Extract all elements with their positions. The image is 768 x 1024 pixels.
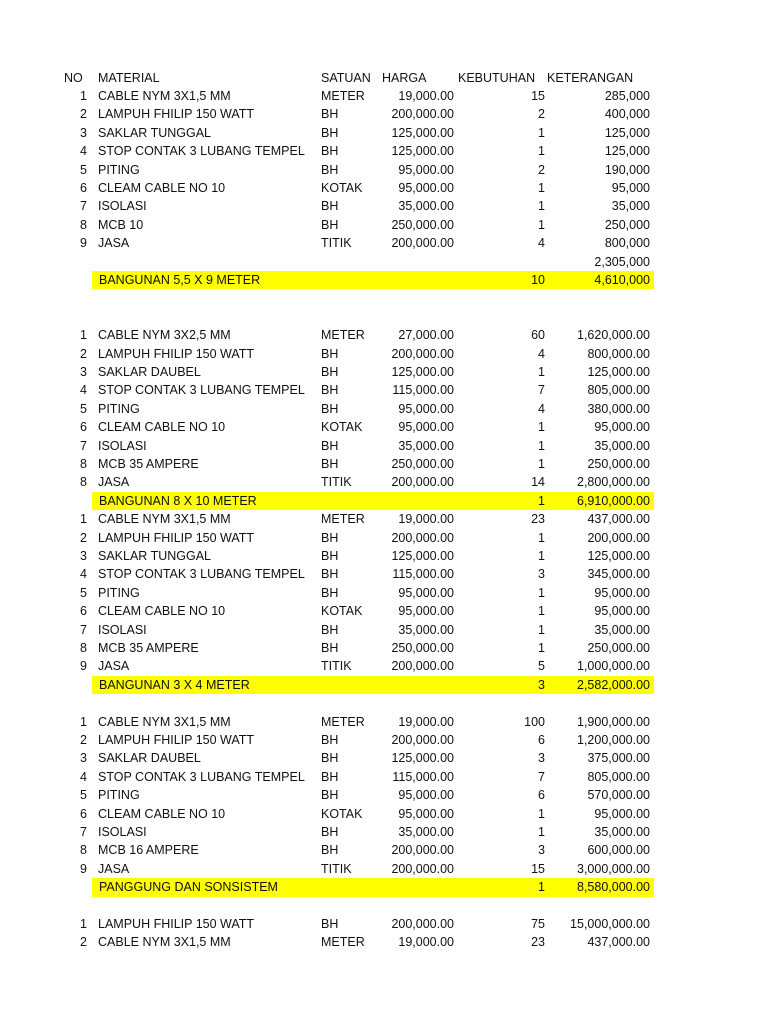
cell-harga: 95,000.00 <box>398 585 454 600</box>
cell-material: CABLE NYM 3X1,5 MM <box>98 935 231 950</box>
table-row <box>0 179 768 197</box>
subtotal-row <box>0 271 768 289</box>
cell-satuan: BH <box>321 641 339 655</box>
cell-kebutuhan: 3 <box>538 751 545 766</box>
cell-harga: 95,000.00 <box>398 420 454 435</box>
cell-keterangan: 35,000.00 <box>594 622 650 637</box>
cell-kebutuhan: 23 <box>531 935 545 950</box>
cell-harga: 95,000.00 <box>398 181 454 195</box>
table-row <box>0 326 768 344</box>
cell-no: 4 <box>80 383 87 398</box>
cell-harga: 35,000.00 <box>398 825 454 839</box>
cell-harga: 35,000.00 <box>398 199 454 214</box>
cell-harga: 200,000.00 <box>391 861 454 876</box>
cell-no: 7 <box>80 622 87 637</box>
cell-harga: 250,000.00 <box>391 641 454 655</box>
cell-no: 5 <box>80 585 87 600</box>
cell-keterangan: 380,000.00 <box>587 401 650 416</box>
cell-no: 2 <box>80 733 87 747</box>
cell-harga: 95,000.00 <box>398 162 454 177</box>
cell-keterangan: 2,800,000.00 <box>577 475 650 490</box>
cell-material: CLEAM CABLE NO 10 <box>98 806 226 821</box>
cell-no: 4 <box>80 144 87 159</box>
table-row <box>0 749 768 767</box>
cell-material: SAKLAR TUNGGAL <box>98 125 212 140</box>
cell-satuan: BH <box>321 751 339 766</box>
cell-harga: 95,000.00 <box>398 604 454 619</box>
cell-keterangan: 600,000.00 <box>587 843 650 858</box>
cell-material: CLEAM CABLE NO 10 <box>98 604 226 619</box>
cell-keterangan: 800,000.00 <box>587 346 650 361</box>
cell-no: 3 <box>80 751 87 766</box>
cell-harga: 125,000.00 <box>391 751 454 766</box>
cell-satuan: BH <box>321 125 339 140</box>
cell-keterangan: 1,200,000.00 <box>577 733 650 747</box>
cell-kebutuhan: 2 <box>538 107 545 122</box>
cell-kebutuhan: 1 <box>538 457 545 471</box>
cell-no: 8 <box>80 843 87 858</box>
cell-keterangan: 2,305,000 <box>594 254 650 269</box>
cell-no: 8 <box>80 641 87 655</box>
cell-material: STOP CONTAK 3 LUBANG TEMPEL <box>98 769 305 784</box>
cell-satuan: BH <box>321 107 339 122</box>
cell-satuan: BH <box>321 788 339 803</box>
cell-keterangan: 95,000.00 <box>594 420 650 435</box>
table-row <box>0 234 768 252</box>
cell-no: 9 <box>80 861 87 876</box>
cell-no: 7 <box>80 199 87 214</box>
cell-no: 5 <box>80 401 87 416</box>
cell-kebutuhan: 6 <box>538 788 545 803</box>
cell-keterangan: 345,000.00 <box>587 567 650 582</box>
cell-keterangan: 285,000 <box>604 89 650 103</box>
cell-harga: 250,000.00 <box>391 217 454 232</box>
cell-harga: 250,000.00 <box>391 457 454 471</box>
cell-kebutuhan: 14 <box>531 475 545 490</box>
cell-kebutuhan: 1 <box>538 420 545 435</box>
cell-harga: 200,000.00 <box>391 659 454 674</box>
cell-satuan: BH <box>321 383 339 398</box>
header-kebutuhan: KEBUTUHAN <box>458 70 536 85</box>
cell-no: 7 <box>80 438 87 453</box>
cell-no: 8 <box>80 217 87 232</box>
cell-kebutuhan: 1 <box>538 181 545 195</box>
cell-satuan: BH <box>321 585 339 600</box>
cell-no: 2 <box>80 346 87 361</box>
cell-material: PITING <box>98 585 140 600</box>
subtotal-keterangan: 8,580,000.00 <box>577 880 650 895</box>
cell-harga: 19,000.00 <box>398 89 454 103</box>
cell-material: CABLE NYM 3X1,5 MM <box>98 512 231 527</box>
cell-no: 1 <box>80 714 87 729</box>
cell-satuan: BH <box>321 549 339 563</box>
table-row <box>0 860 768 878</box>
cell-no: 1 <box>80 328 87 343</box>
cell-satuan: BH <box>321 438 339 453</box>
cell-keterangan: 35,000.00 <box>594 438 650 453</box>
cell-kebutuhan: 1 <box>538 217 545 232</box>
cell-no: 1 <box>80 916 87 931</box>
cell-satuan: TITIK <box>321 236 352 251</box>
cell-kebutuhan: 1 <box>538 825 545 839</box>
table-row <box>0 786 768 804</box>
subtotal-kebutuhan: 1 <box>538 880 545 895</box>
cell-no: 4 <box>80 567 87 582</box>
cell-material: MCB 35 AMPERE <box>98 457 199 471</box>
cell-satuan: TITIK <box>321 475 352 490</box>
cell-no: 3 <box>80 125 87 140</box>
subtotal-keterangan: 6,910,000.00 <box>577 493 650 508</box>
cell-kebutuhan: 2 <box>538 162 545 177</box>
cell-keterangan: 1,620,000.00 <box>577 328 650 343</box>
cell-kebutuhan: 1 <box>538 585 545 600</box>
cell-harga: 19,000.00 <box>398 512 454 527</box>
cell-satuan: METER <box>321 935 365 950</box>
cell-keterangan: 400,000 <box>604 107 650 122</box>
cell-satuan: BH <box>321 457 339 471</box>
cell-no: 8 <box>80 475 87 490</box>
cell-kebutuhan: 7 <box>538 383 545 398</box>
cell-material: CLEAM CABLE NO 10 <box>98 181 226 195</box>
cell-material: SAKLAR DAUBEL <box>98 751 201 766</box>
cell-material: STOP CONTAK 3 LUBANG TEMPEL <box>98 567 305 582</box>
header-harga: HARGA <box>382 70 427 85</box>
cell-keterangan: 95,000.00 <box>594 585 650 600</box>
subtotal-kebutuhan: 10 <box>531 273 545 287</box>
cell-material: LAMPUH FHILIP 150 WATT <box>98 530 255 545</box>
cell-harga: 200,000.00 <box>391 346 454 361</box>
cell-no: 6 <box>80 604 87 619</box>
cell-satuan: BH <box>321 365 339 379</box>
subtotal-label: BANGUNAN 5,5 X 9 METER <box>99 273 261 287</box>
cell-satuan: BH <box>321 567 339 582</box>
table-row <box>0 105 768 123</box>
cell-no: 3 <box>80 365 87 379</box>
table-row <box>0 253 768 271</box>
table-row <box>0 418 768 436</box>
cell-satuan: BH <box>321 346 339 361</box>
cell-harga: 125,000.00 <box>391 125 454 140</box>
cell-no: 4 <box>80 769 87 784</box>
cell-no: 8 <box>80 457 87 471</box>
cell-no: 2 <box>80 107 87 122</box>
cell-material: JASA <box>98 659 130 674</box>
cell-satuan: KOTAK <box>321 604 363 619</box>
cell-harga: 115,000.00 <box>392 567 454 582</box>
cell-keterangan: 570,000.00 <box>587 788 650 803</box>
cell-no: 5 <box>80 788 87 803</box>
cell-kebutuhan: 5 <box>538 659 545 674</box>
subtotal-label: BANGUNAN 3 X 4 METER <box>99 677 250 692</box>
table-row <box>0 657 768 675</box>
cell-harga: 125,000.00 <box>391 549 454 563</box>
cell-kebutuhan: 1 <box>538 144 545 159</box>
cell-material: SAKLAR DAUBEL <box>98 365 201 379</box>
table-row <box>0 473 768 491</box>
cell-satuan: KOTAK <box>321 806 363 821</box>
cell-kebutuhan: 3 <box>538 843 545 858</box>
table-row <box>0 197 768 215</box>
table-row <box>0 161 768 179</box>
cell-keterangan: 125,000 <box>604 144 650 159</box>
cell-harga: 200,000.00 <box>391 107 454 122</box>
subtotal-keterangan: 2,582,000.00 <box>577 677 650 692</box>
cell-material: ISOLASI <box>98 199 147 214</box>
cell-satuan: BH <box>321 733 339 747</box>
subtotal-kebutuhan: 1 <box>538 493 545 508</box>
table-row <box>0 768 768 786</box>
cell-keterangan: 805,000.00 <box>587 769 650 784</box>
cell-harga: 27,000.00 <box>398 328 454 343</box>
subtotal-row <box>0 878 768 896</box>
cell-keterangan: 3,000,000.00 <box>577 861 650 876</box>
cell-harga: 200,000.00 <box>391 475 454 490</box>
cell-no: 9 <box>80 659 87 674</box>
cell-harga: 125,000.00 <box>391 365 454 379</box>
table-row <box>0 584 768 602</box>
table-row <box>0 805 768 823</box>
cell-satuan: KOTAK <box>321 420 363 435</box>
cell-no: 6 <box>80 181 87 195</box>
cell-kebutuhan: 4 <box>538 236 545 251</box>
cell-no: 1 <box>80 89 87 103</box>
cell-harga: 115,000.00 <box>392 769 454 784</box>
cell-satuan: KOTAK <box>321 181 363 195</box>
header-keterangan: KETERANGAN <box>547 70 634 85</box>
cell-material: ISOLASI <box>98 825 147 839</box>
cell-keterangan: 95,000.00 <box>594 604 650 619</box>
table-row <box>0 731 768 749</box>
table-row <box>0 915 768 933</box>
cell-kebutuhan: 7 <box>538 769 545 784</box>
cell-satuan: BH <box>321 144 339 159</box>
cell-material: MCB 16 AMPERE <box>98 843 199 858</box>
cell-keterangan: 1,000,000.00 <box>577 659 650 674</box>
table-row <box>0 621 768 639</box>
table-row <box>0 381 768 399</box>
table-row <box>0 455 768 473</box>
cell-no: 5 <box>80 162 87 177</box>
subtotal-row <box>0 492 768 510</box>
cell-satuan: BH <box>321 199 339 214</box>
cell-kebutuhan: 1 <box>538 604 545 619</box>
cell-material: LAMPUH FHILIP 150 WATT <box>98 916 255 931</box>
header-no: NO <box>64 70 83 85</box>
cell-keterangan: 125,000.00 <box>587 365 650 379</box>
table-row <box>0 933 768 951</box>
cell-no: 2 <box>80 530 87 545</box>
cell-material: PITING <box>98 401 140 416</box>
table-row <box>0 87 768 105</box>
subtotal-keterangan: 4,610,000 <box>594 273 650 287</box>
cell-material: PITING <box>98 162 140 177</box>
cell-keterangan: 375,000.00 <box>587 751 650 766</box>
cell-keterangan: 437,000.00 <box>587 935 650 950</box>
header-satuan: SATUAN <box>321 70 371 85</box>
cell-harga: 200,000.00 <box>391 530 454 545</box>
cell-no: 6 <box>80 806 87 821</box>
cell-satuan: TITIK <box>321 659 352 674</box>
cell-kebutuhan: 3 <box>538 567 545 582</box>
cell-satuan: BH <box>321 769 339 784</box>
cell-satuan: BH <box>321 401 339 416</box>
table-row <box>0 363 768 381</box>
cell-material: CLEAM CABLE NO 10 <box>98 420 226 435</box>
cell-material: PITING <box>98 788 140 803</box>
cell-keterangan: 250,000 <box>604 217 650 232</box>
cell-satuan: TITIK <box>321 861 352 876</box>
table-row <box>0 713 768 731</box>
table-row <box>0 565 768 583</box>
cell-satuan: BH <box>321 622 339 637</box>
cell-kebutuhan: 6 <box>538 733 545 747</box>
cell-keterangan: 437,000.00 <box>587 512 650 527</box>
cell-keterangan: 1,900,000.00 <box>577 714 650 729</box>
cell-kebutuhan: 1 <box>538 199 545 214</box>
table-row <box>0 400 768 418</box>
cell-material: STOP CONTAK 3 LUBANG TEMPEL <box>98 383 305 398</box>
cell-kebutuhan: 1 <box>538 641 545 655</box>
cell-harga: 19,000.00 <box>398 935 454 950</box>
cell-keterangan: 15,000,000.00 <box>570 916 650 931</box>
cell-satuan: BH <box>321 825 339 839</box>
cell-harga: 95,000.00 <box>398 806 454 821</box>
cell-material: ISOLASI <box>98 622 147 637</box>
cell-keterangan: 805,000.00 <box>587 383 650 398</box>
cell-no: 6 <box>80 420 87 435</box>
cell-keterangan: 250,000.00 <box>587 641 650 655</box>
cell-material: STOP CONTAK 3 LUBANG TEMPEL <box>98 144 305 159</box>
table-row <box>0 510 768 528</box>
cell-harga: 200,000.00 <box>391 843 454 858</box>
cell-kebutuhan: 1 <box>538 806 545 821</box>
cell-satuan: BH <box>321 530 339 545</box>
cell-harga: 35,000.00 <box>398 622 454 637</box>
cell-material: CABLE NYM 3X1,5 MM <box>98 714 231 729</box>
cell-kebutuhan: 1 <box>538 549 545 563</box>
cell-harga: 200,000.00 <box>391 916 454 931</box>
cell-kebutuhan: 23 <box>531 512 545 527</box>
cell-no: 3 <box>80 549 87 563</box>
cell-material: LAMPUH FHILIP 150 WATT <box>98 346 255 361</box>
table-row <box>0 841 768 859</box>
cell-keterangan: 800,000 <box>604 236 650 251</box>
cell-keterangan: 125,000.00 <box>587 549 650 563</box>
cell-harga: 125,000.00 <box>391 144 454 159</box>
cell-material: CABLE NYM 3X2,5 MM <box>98 328 231 343</box>
cell-kebutuhan: 4 <box>538 346 545 361</box>
cell-no: 1 <box>80 512 87 527</box>
cell-harga: 19,000.00 <box>398 714 454 729</box>
cell-harga: 95,000.00 <box>398 401 454 416</box>
cell-harga: 115,000.00 <box>392 383 454 398</box>
subtotal-kebutuhan: 3 <box>538 677 545 692</box>
cell-no: 2 <box>80 935 87 950</box>
table-row <box>0 547 768 565</box>
cell-satuan: BH <box>321 916 339 931</box>
table-row <box>0 529 768 547</box>
cell-kebutuhan: 4 <box>538 401 545 416</box>
header-material: MATERIAL <box>98 70 160 85</box>
header-row <box>0 69 768 87</box>
cell-keterangan: 125,000 <box>604 125 650 140</box>
cell-material: CABLE NYM 3X1,5 MM <box>98 89 231 103</box>
cell-no: 9 <box>80 236 87 251</box>
cell-keterangan: 95,000.00 <box>594 806 650 821</box>
cell-keterangan: 35,000.00 <box>594 825 650 839</box>
cell-kebutuhan: 15 <box>531 861 545 876</box>
cell-kebutuhan: 1 <box>538 365 545 379</box>
cell-satuan: BH <box>321 217 339 232</box>
subtotal-label: BANGUNAN 8 X 10 METER <box>99 493 257 508</box>
cell-keterangan: 95,000 <box>611 181 650 195</box>
table-row <box>0 216 768 234</box>
cell-kebutuhan: 1 <box>538 530 545 545</box>
cell-material: LAMPUH FHILIP 150 WATT <box>98 733 255 747</box>
cell-satuan: METER <box>321 512 365 527</box>
cell-satuan: METER <box>321 714 365 729</box>
subtotal-row <box>0 676 768 694</box>
cell-harga: 95,000.00 <box>398 788 454 803</box>
cell-material: SAKLAR TUNGGAL <box>98 549 212 563</box>
cell-harga: 35,000.00 <box>398 438 454 453</box>
cell-material: LAMPUH FHILIP 150 WATT <box>98 107 255 122</box>
cell-satuan: METER <box>321 328 365 343</box>
cell-keterangan: 200,000.00 <box>587 530 650 545</box>
table-row <box>0 345 768 363</box>
subtotal-label: PANGGUNG DAN SONSISTEM <box>99 880 278 895</box>
cell-kebutuhan: 1 <box>538 125 545 140</box>
cell-no: 7 <box>80 825 87 839</box>
table-row <box>0 124 768 142</box>
cell-keterangan: 250,000.00 <box>587 457 650 471</box>
cell-material: JASA <box>98 861 130 876</box>
cell-kebutuhan: 1 <box>538 438 545 453</box>
table-row <box>0 142 768 160</box>
cell-material: JASA <box>98 236 130 251</box>
table-row <box>0 823 768 841</box>
cell-material: JASA <box>98 475 130 490</box>
table-row <box>0 602 768 620</box>
cell-harga: 200,000.00 <box>391 733 454 747</box>
cell-material: ISOLASI <box>98 438 147 453</box>
cell-kebutuhan: 60 <box>531 328 545 343</box>
cell-satuan: METER <box>321 89 365 103</box>
cell-satuan: BH <box>321 843 339 858</box>
table-row <box>0 437 768 455</box>
cell-keterangan: 35,000 <box>611 199 650 214</box>
cell-material: MCB 35 AMPERE <box>98 641 199 655</box>
table-row <box>0 639 768 657</box>
cell-kebutuhan: 100 <box>524 714 545 729</box>
cell-keterangan: 190,000 <box>604 162 650 177</box>
cell-kebutuhan: 15 <box>531 89 545 103</box>
cell-kebutuhan: 1 <box>538 622 545 637</box>
cell-material: MCB 10 <box>98 217 144 232</box>
cell-satuan: BH <box>321 162 339 177</box>
cell-kebutuhan: 75 <box>531 916 545 931</box>
cell-harga: 200,000.00 <box>391 236 454 251</box>
